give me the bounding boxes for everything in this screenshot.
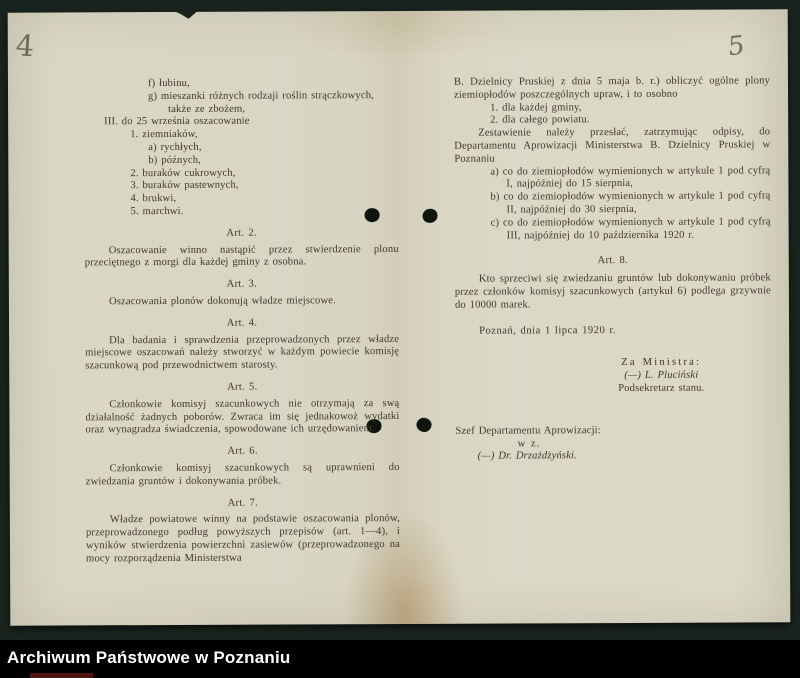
article-3 bbox=[85, 278, 399, 309]
article-2 bbox=[85, 227, 399, 271]
article-body: Kto sprzeciwi się zwiedzaniu gruntów lub dokonywaniu próbek przez członków komisyj szacunkowych (artykuł 6) podlega grzywnie do 10000 marek. bbox=[454, 272, 771, 311]
article-heading: Art. 2. bbox=[226, 227, 257, 239]
left-page-text bbox=[84, 77, 400, 566]
red-accent-strip bbox=[30, 673, 93, 678]
paper-edge-notch bbox=[174, 11, 198, 19]
list-item: 5. marchwi. bbox=[130, 205, 184, 218]
article-heading: Art. 3. bbox=[226, 278, 258, 290]
signature-name: (—) L. Pluciński bbox=[624, 369, 699, 382]
list-item: a) co do ziemiopłodów wymienionych w artykule 1 pod cyfrą I, najpóźniej do 15 sierpnia, bbox=[490, 164, 771, 190]
article-body: Oszacowania plonów dokonują władze miejscowe. bbox=[108, 295, 336, 308]
article-heading: Art. 4. bbox=[226, 317, 258, 329]
right-page-text bbox=[454, 75, 772, 464]
list-item: b) co do ziemiopłodów wymienionych w artykule 1 pod cyfrą II, najpóźniej do 30 sierpnia, bbox=[490, 190, 771, 216]
list-item: 2. buraków cukrowych, bbox=[130, 167, 236, 179]
list-item: c) co do ziemiopłodów wymienionych w artykule 1 pod cyfrą III, najpóźniej do 10 października 1920 r. bbox=[490, 216, 771, 242]
article-heading: Art. 5. bbox=[227, 381, 258, 393]
list-item: 3. buraków pastewnych, bbox=[130, 180, 239, 192]
punch-hole bbox=[415, 416, 434, 434]
list-item: 2. dla całego powiatu. bbox=[490, 114, 590, 126]
punch-hole bbox=[422, 208, 439, 224]
article-7 bbox=[86, 497, 400, 566]
document-page-spread bbox=[8, 9, 791, 625]
signature-title: Podsekretarz stanu. bbox=[618, 382, 705, 394]
list-item: 1. ziemniaków, bbox=[130, 129, 198, 141]
pencil-page-number-left: 4 bbox=[14, 28, 36, 64]
article-body: Władze powiatowe winny na podstawie oszacowania plonów, przeprowadzonego podług powyższych przepisów (art. 1—4), i wyników stwierdzenia powierzchni zasiewów (przeprowadzonego na mocy rozporządzenia Ministerstwa bbox=[85, 513, 401, 565]
dateline: Poznań, dnia 1 lipca 1920 r. bbox=[479, 324, 617, 337]
list-item: 1. dla każdej gminy, bbox=[490, 101, 582, 114]
signature-role: Szef Departamentu Aprowizacji: bbox=[455, 424, 601, 437]
article-body: Członkowie komisyj szacunkowych są uprawnieni do zwiedzania gruntów i dokonywania próbek. bbox=[85, 461, 400, 488]
zestawienie-paragraph: Zestawienie należy przesłać, zatrzymując odpisy, do Departamentu Aprowizacji Ministerstwa B. Dzielnicy Pruskiej w Poznaniu bbox=[454, 126, 771, 165]
article-heading: Art. 8. bbox=[597, 255, 629, 267]
archive-name-label: Archiwum Państwowe w Poznaniu bbox=[7, 648, 291, 667]
article-body: Dla badania i sprawdzenia przeprowadzonych przez władze miejscowe oszacowań należy stworzyć w każdym powiecie komisję szacunkową pod przewodnictwem starosty. bbox=[85, 333, 400, 372]
article-4 bbox=[85, 317, 399, 374]
article-heading: Art. 6. bbox=[227, 445, 258, 457]
signature-intro: Za Ministra: bbox=[621, 357, 702, 369]
article-body: Oszacowanie winno nastąpić przez stwierdzenie plonu przeciętnego z morgi dla każdej gminy z osobna. bbox=[84, 243, 399, 269]
list-item: także ze zbożem, bbox=[168, 103, 246, 115]
archive-caption-bar bbox=[0, 640, 800, 678]
list-item: III. do 25 września oszacowanie bbox=[104, 116, 250, 128]
article-heading: Art. 7. bbox=[227, 497, 259, 509]
list-item: b) późnych, bbox=[148, 154, 202, 166]
article-6 bbox=[86, 445, 400, 489]
list-item: g) mieszanki różnych rodzaji roślin strączkowych, bbox=[148, 89, 374, 102]
list-item: 4. brukwi, bbox=[130, 193, 177, 205]
signature-wz: w z. bbox=[517, 437, 541, 450]
pencil-page-number-right: 5 bbox=[727, 30, 745, 63]
list-item: f) łubinu, bbox=[147, 77, 190, 90]
signature-name: (—) Dr. Drzażdżyński. bbox=[477, 450, 577, 462]
list-item: a) rychłych, bbox=[148, 141, 202, 154]
continuation-paragraph: B. Dzielnicy Pruskiej z dnia 5 maja b. r.) obliczyć ogólne plony ziemiopłodów poszczególnych upraw, i to osobno bbox=[453, 75, 770, 101]
signature-minister bbox=[581, 357, 741, 396]
article-5 bbox=[85, 381, 399, 438]
signature-department bbox=[455, 424, 771, 464]
article-body: Członkowie komisyj szacunkowych nie otrzymają za swą działalność żadnych poborów. Zwraca im się jednakowoż wydatki oraz wynagradza świadczenia, spowodowane ich urzędowaniem. bbox=[85, 397, 400, 436]
